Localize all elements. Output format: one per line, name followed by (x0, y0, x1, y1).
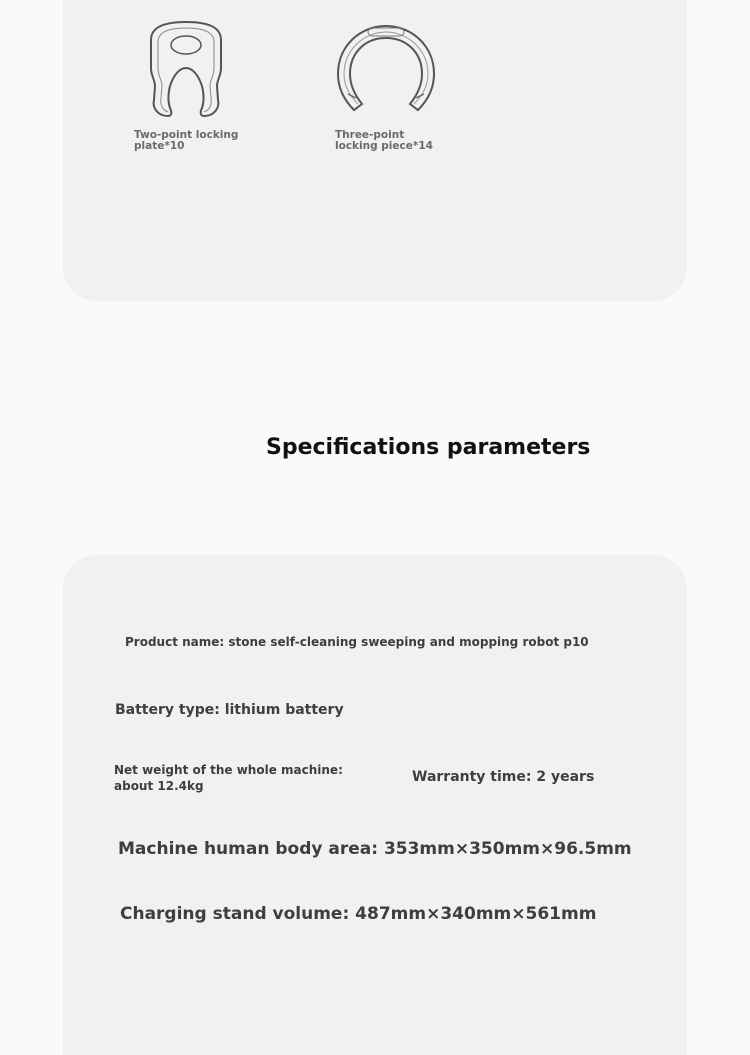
spec-product-name: Product name: stone self-cleaning sweeping and mopping robot p10 (125, 635, 589, 649)
section-title: Specifications parameters (266, 435, 591, 460)
spec-warranty: Warranty time: 2 years (412, 769, 595, 785)
specifications-card (63, 555, 687, 1055)
three-point-locking-piece-icon (334, 24, 438, 120)
spec-charging-stand: Charging stand volume: 487mm×340mm×561mm (120, 904, 597, 924)
spec-battery-type: Battery type: lithium battery (115, 702, 344, 718)
two-point-locking-plate-icon (146, 20, 226, 124)
three-point-locking-piece-label: Three-point locking piece*14 (335, 129, 433, 152)
two-point-locking-plate-label: Two-point locking plate*10 (134, 129, 239, 152)
spec-body-area: Machine human body area: 353mm×350mm×96.5mm (118, 839, 632, 859)
spec-net-weight: Net weight of the whole machine: about 12.4kg (114, 763, 343, 793)
